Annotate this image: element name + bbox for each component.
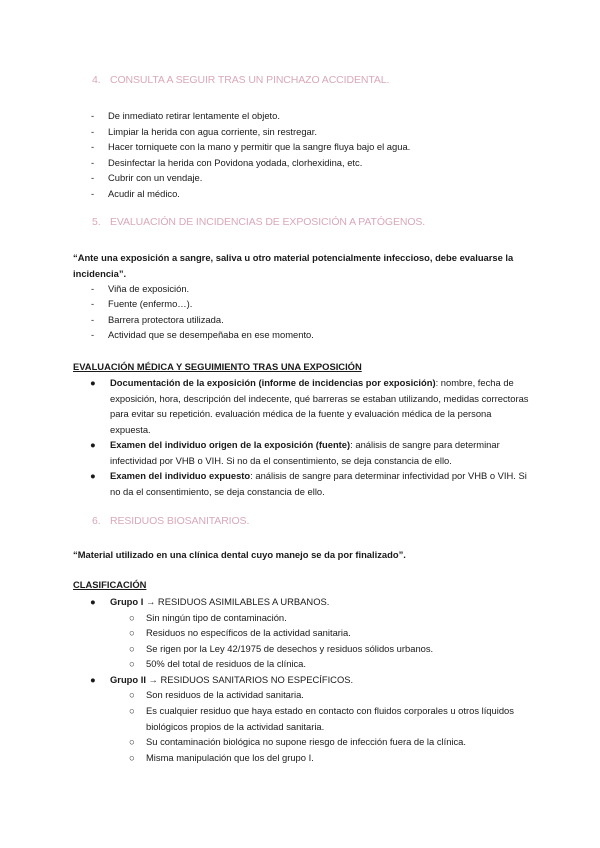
section-4-title: CONSULTA A SEGUIR TRAS UN PINCHAZO ACCIDENTAL. [110, 74, 390, 86]
section-6-quote: “Material utilizado en una clínica dental cuyo manejo se da por finalizado”. [73, 549, 406, 560]
group-1-item: ● Grupo I → RESIDUOS ASIMILABLES A URBANOS. [90, 596, 330, 607]
list-item: - Viña de exposición. [91, 283, 190, 294]
sub-list-item: ○ Se rigen por la Ley 42/1975 de desechos y residuos sólidos urbanos. [129, 643, 434, 654]
section-4-number: 4. [92, 74, 101, 86]
list-item: - Limpiar la herida con agua corriente, sin restregar. [91, 126, 317, 137]
list-item: - Hacer torniquete con la mano y permitir que la sangre fluya bajo el agua. [91, 141, 411, 152]
sub-list-item: ○ Residuos no específicos de la actividad sanitaria. [129, 627, 351, 638]
sub-list-item: ○ Su contaminación biológica no supone riesgo de infección fuera de la clínica. [129, 736, 466, 747]
list-item: - Desinfectar la herida con Povidona yodada, clorhexidina, etc. [91, 157, 363, 168]
section-5-quote: “Ante una exposición a sangre, saliva u otro material potencialmente infeccioso, debe evaluarse la incidencia”. [73, 252, 514, 279]
section-4-heading [92, 74, 389, 86]
list-item: - Fuente (enfermo…). [91, 298, 193, 309]
sub-list-item: ○ Misma manipulación que los del grupo I. [129, 752, 314, 763]
section-6-title: RESIDUOS BIOSANITARIOS. [110, 515, 250, 527]
list-item: - Cubrir con un vendaje. [91, 172, 203, 183]
sub-list-item: ○ Es cualquier residuo que haya estado en contacto con fluidos corporales u otros líquidos biológicos propios de la actividad sanitaria. [129, 705, 514, 732]
list-item: - De inmediato retirar lentamente el objeto. [91, 110, 280, 121]
bullet-item: ● Examen del individuo origen de la exposición (fuente): análisis de sangre para determinar infectividad por VHB o VIH. Si no da el consentimiento, se deja constancia de ello. [90, 439, 500, 466]
sub-list-item: ○ Sin ningún tipo de contaminación. [129, 612, 287, 623]
list-item: - Barrera protectora utilizada. [91, 314, 224, 325]
section-6-number: 6. [92, 515, 101, 527]
classification-subheading: CLASIFICACIÓN [73, 579, 147, 590]
list-item: - Acudir al médico. [91, 188, 180, 199]
evaluation-subheading: EVALUACIÓN MÉDICA Y SEGUIMIENTO TRAS UNA EXPOSICIÓN [73, 361, 362, 372]
section-6-heading [92, 515, 249, 527]
section-5-title: EVALUACIÓN DE INCIDENCIAS DE EXPOSICIÓN A PATÓGENOS. [110, 216, 426, 228]
section-5-number: 5. [92, 216, 101, 228]
group-2-item: ● Grupo II → RESIDUOS SANITARIOS NO ESPECÍFICOS. [90, 674, 354, 685]
bullet-item: ● Documentación de la exposición (informe de incidencias por exposición): nombre, fecha de exposición, hora, descripción del indecente, qué barreras se estaban utilizando, medidas correctoras para evitar su repetición. evaluación médica de la fuente y evaluación médica de la persona expuesta. [90, 377, 529, 435]
sub-list-item: ○ 50% del total de residuos de la clínica. [129, 658, 306, 669]
section-5-heading [92, 216, 425, 228]
bullet-item: ● Examen del individuo expuesto: análisis de sangre para determinar infectividad por VHB o VIH. Si no da el consentimiento, se deja constancia de ello. [90, 470, 527, 497]
list-item: - Actividad que se desempeñaba en ese momento. [91, 329, 314, 340]
sub-list-item: ○ Son residuos de la actividad sanitaria. [129, 689, 304, 700]
